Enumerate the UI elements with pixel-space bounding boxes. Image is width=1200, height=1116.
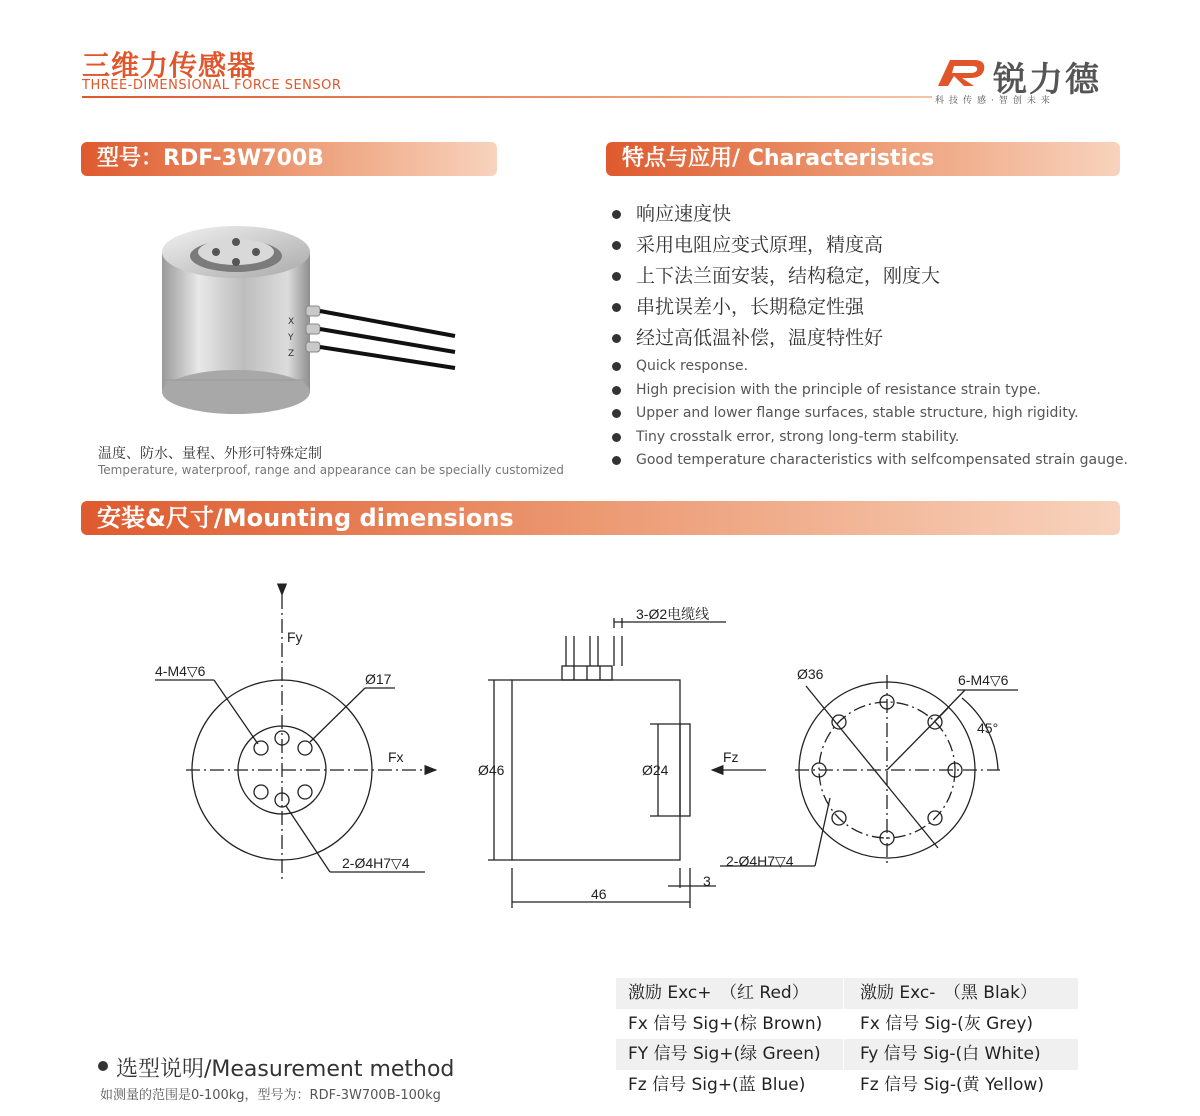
cable-label-z: Z: [288, 349, 295, 359]
wire-cell: FY 信号 Sig+(绿 Green): [628, 1044, 821, 1064]
features-list: [610, 200, 1130, 473]
wire-cell: Fy 信号 Sig-(白 White): [843, 1039, 1078, 1070]
thickness3-label: 3: [703, 873, 711, 889]
brand-name: 锐力德: [993, 60, 1101, 100]
model-bar: 型号：RDF-3W700B: [81, 142, 497, 176]
feature-en: Tiny crosstalk error, strong long-term stability.: [610, 426, 1130, 450]
cable-label-y: Y: [288, 333, 294, 343]
thread-label-left: 4-M4▽6: [155, 663, 206, 679]
width46-label: 46: [591, 886, 607, 902]
brand-logo-icon: [934, 52, 990, 90]
table-row: [616, 978, 1078, 1009]
product-caption-cn: 温度、防水、量程、外形可特殊定制: [98, 446, 322, 462]
title-underline: [82, 96, 932, 98]
product-image: [150, 212, 470, 432]
feature-en: Good temperature characteristics with selfcompensated strain gauge.: [610, 449, 1130, 473]
mounting-bar: 安装&尺寸/Mounting dimensions: [81, 501, 1120, 535]
page-title: 三维力传感器: [82, 49, 257, 82]
wire-cell: 激励 Exc+ （红 Red）: [628, 983, 809, 1003]
table-row: [616, 1039, 1078, 1070]
feature-cn: 经过高低温补偿，温度特性好: [610, 324, 1130, 355]
table-row: [616, 1009, 1078, 1040]
cable-label-x: X: [288, 317, 295, 327]
feature-cn: 响应速度快: [610, 200, 1130, 231]
feature-en: High precision with the principle of resistance strain type.: [610, 379, 1130, 403]
page-subtitle: THREE-DIMENSIONAL FORCE SENSOR: [82, 78, 342, 93]
pin-label-side: 2-Ø4H7▽4: [726, 853, 794, 869]
wiring-table: [616, 978, 1078, 1100]
product-caption-en: Temperature, waterproof, range and appearance can be specially customized: [98, 463, 564, 477]
feature-cn: 串扰误差小，长期稳定性强: [610, 293, 1130, 324]
fz-label: Fz: [723, 749, 739, 765]
fy-label: Fy: [287, 629, 303, 645]
wire-cell: Fx 信号 Sig-(灰 Grey): [843, 1009, 1078, 1040]
measurement-title: 选型说明/Measurement method: [116, 1057, 455, 1082]
dia24-label: Ø24: [642, 762, 669, 778]
dia17-label: Ø17: [365, 671, 392, 687]
wire-cell: Fz 信号 Sig-(黄 Yellow): [843, 1070, 1078, 1101]
dia36-label: Ø36: [797, 666, 824, 682]
brand-slogan: 科技传感·智创未来: [935, 96, 1055, 106]
dia46-label: Ø46: [478, 762, 505, 778]
bottom-view: [795, 675, 1018, 865]
thread-label-right: 6-M4▽6: [958, 672, 1009, 688]
pin-label-left: 2-Ø4H7▽4: [342, 855, 410, 871]
feature-cn: 上下法兰面安装，结构稳定，刚度大: [610, 262, 1130, 293]
fx-label: Fx: [388, 749, 404, 765]
table-row: [616, 1070, 1078, 1101]
feature-en: Quick response.: [610, 355, 1130, 379]
wire-cell: Fz 信号 Sig+(蓝 Blue): [628, 1074, 806, 1095]
angle-label: 45°: [977, 720, 999, 736]
features-bar: 特点与应用/ Characteristics: [606, 142, 1120, 176]
feature-en: Upper and lower flange surfaces, stable structure, high rigidity.: [610, 402, 1130, 426]
measurement-example: 如测量的范围是0-100kg，型号为：RDF-3W700B-100kg: [100, 1088, 441, 1103]
wire-cell: 激励 Exc- （黑 Blak）: [843, 978, 1078, 1009]
mounting-drawing: [0, 560, 1200, 920]
bullet-icon: [98, 1061, 108, 1071]
cable-label: 3-Ø2电缆线: [636, 606, 710, 622]
feature-cn: 采用电阻应变式原理，精度高: [610, 231, 1130, 262]
wire-cell: Fx 信号 Sig+(棕 Brown): [628, 1013, 823, 1034]
